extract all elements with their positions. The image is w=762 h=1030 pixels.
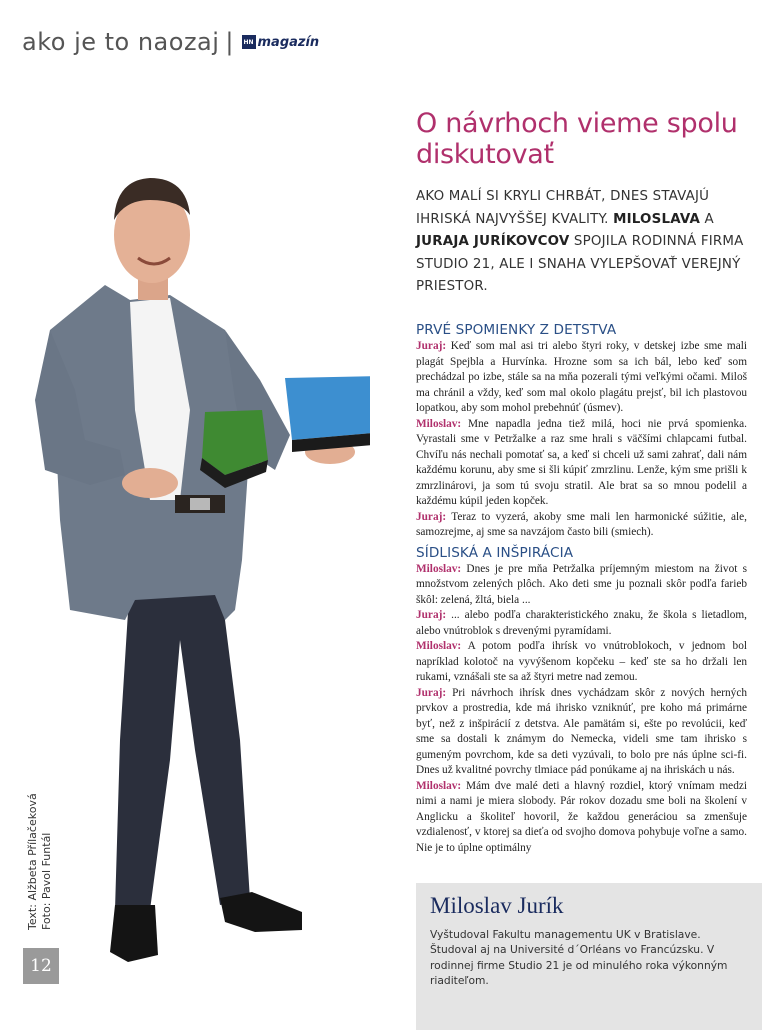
lead-part-1: AKO MALÍ SI KRYLI CHRBÁT, DNES STAVAJÚ IHRISKÁ NAJVYŠŠEJ KVALITY. [416, 189, 710, 227]
bio-text: Vyštudoval Fakultu managementu UK v Bratislave. Študoval aj na Université d´Orléans vo Francúzsku. V rodinnej firme Studio 21 je od minulého roka výkonným riaditeľom. [430, 928, 728, 988]
speaker: Miloslav: [416, 417, 462, 430]
page-number: 12 [23, 948, 59, 984]
paragraph-text: Mne napadla jedna tiež milá, hoci nie prvá spomienka. Vyrastali sme v Petržalke a raz sme hrali s väčšími chlapcami futbal. Chvíľu nás nechali pomotať sa, a keď si chceli už sami zahrať, dali nám každému korunu, aby sme si šli kúpiť zmrzlinu. Lenže, kým sme prišli k zmrzlinárovi, ja som tú svoju stratil. Ale brat sa so mnou podelil a každému kúpil jeden kopček. [416, 417, 747, 507]
paragraph [416, 608, 747, 639]
paragraph [416, 639, 747, 686]
paragraph-text: Teraz to vyzerá, akoby sme mali len harmonické súžitie, ale, samozrejme, aj sme sa navzájom často bili (smiech). [416, 510, 747, 538]
header-separator: | [225, 28, 234, 56]
bio-box [416, 883, 762, 1030]
paragraph-text: ... alebo podľa charakteristického znaku, že škola s lietadlom, alebo vnútroblok s drevenými pyramídami. [416, 609, 747, 637]
article-body [416, 322, 747, 856]
bio-name: Miloslav Jurík [430, 893, 564, 918]
hn-logo-icon: HN [242, 35, 256, 49]
photo-credits [26, 793, 54, 930]
speaker: Miloslav: [416, 562, 462, 575]
magazine-name: magazín [257, 34, 320, 50]
speaker: Miloslav: [416, 779, 462, 792]
lead-name-1: MILOSLAVA [613, 211, 701, 227]
speaker: Juraj: [416, 340, 447, 352]
speaker: Juraj: [416, 609, 447, 621]
paragraph-text: A potom podľa ihrísk vo vnútroblokoch, v jednom bol napríklad kolotoč na vyvýšenom kopčeku – keď ste sa ho držali len rukami, vznášali ste sa až štyri metre nad zemou. [416, 640, 747, 683]
paragraph [416, 779, 747, 857]
lead-name-2: JURAJA JURÍKOVCOV [416, 234, 570, 249]
speaker: Miloslav: [416, 640, 462, 652]
magazine-header [22, 28, 319, 56]
paragraph-text: Pri návrhoch ihrísk dnes vychádzam skôr z nových herných prvkov a prostredia, kde má ihrisko vzniknúť, pre koho má primárne byť, než z inšpirácií z detstva. Ale pamätám si, ešte po revolúcii, keď sme sa dostali k známym do Nemecka, videli sme tam ihrisko s gumeným povrchom, kde sa deti vyzúvali, to bolo pre nás úplne sci-fi. Dnes už kvalitné povrchy tlmiace pád ponúkame aj na ihriskách u nás. [416, 686, 747, 776]
lead-part-2: A [700, 211, 714, 227]
section-heading-2: SÍDLISKÁ A INŠPIRÁCIA [416, 544, 574, 561]
text-credit: Text: Alžbeta Přílačeková [26, 793, 39, 930]
portrait-photo [30, 140, 370, 980]
photo-credit: Foto: Pavol Funtál [40, 832, 53, 930]
speaker: Juraj: [416, 686, 447, 699]
paragraph [416, 510, 747, 541]
section-heading-1: PRVÉ SPOMIENKY Z DETSTVA [416, 322, 617, 338]
paragraph-text: Mám dve malé deti a hlavný rozdiel, ktorý vnímam medzi nimi a nami je miera slobody. Pár rokov dozadu sme boli na školení v Anglicku a školiteľ hovoril, že každou generáciou sa zmenšuje vzdialenosť, v ktorej sa dieťa od svojho domova pohybuje voľne a samo. Nie je to úplne optimálny [416, 779, 747, 854]
paragraph-text: Keď som mal asi tri alebo štyri roky, v detskej izbe sme mali plagát Spejbla a Hurvínka. Hrozne som sa ich bál, lebo keď som prechádzal po izbe, stále sa na mňa pozerali tými veľkými očami. Miloš ma chránil a vždy, keď som mal okolo plagátu prejsť, bil ich plastovou lopatkou, aby som mohol prebehnúť (úsmev). [416, 340, 747, 414]
paragraph [416, 562, 747, 609]
article-lead [416, 186, 746, 299]
paragraph [416, 417, 747, 510]
paragraph-text: Dnes je pre mňa Petržalka príjemným miestom na život s množstvom zelených plôch. Ako deti sme ju poznali skôr podľa farieb škôl: zelená, žltá, biela ... [416, 562, 747, 606]
paragraph [416, 339, 747, 417]
article-title: O návrhoch vieme spolu diskutovať [416, 108, 738, 170]
section-name: ako je to naozaj [22, 28, 220, 56]
paragraph [416, 686, 747, 779]
speaker: Juraj: [416, 510, 447, 523]
lead-part-3: SPOJILA RODINNÁ FIRMA STUDIO 21, ALE I SNAHA VYLEPŠOVAŤ VEREJNÝ PRIESTOR. [416, 234, 744, 294]
